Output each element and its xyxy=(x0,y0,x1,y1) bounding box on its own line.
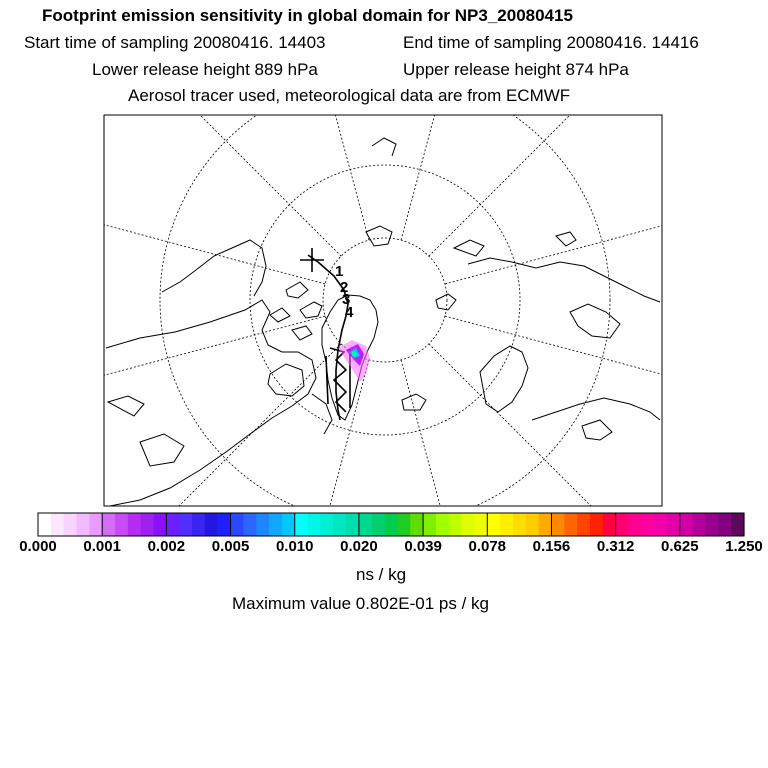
colorbar-swatch xyxy=(141,513,154,536)
colorbar-swatch xyxy=(372,513,385,536)
colorbar-tick-label: 0.078 xyxy=(468,538,507,555)
colorbar-swatch xyxy=(231,513,244,536)
colorbar-swatch xyxy=(320,513,333,536)
colorbar-swatch xyxy=(89,513,102,536)
colorbar-swatch xyxy=(166,513,179,536)
colorbar-swatch xyxy=(680,513,693,536)
colorbar-swatch xyxy=(308,513,321,536)
colorbar-tick-label: 0.002 xyxy=(147,538,186,555)
colorbar-swatch xyxy=(577,513,590,536)
colorbar-swatch xyxy=(539,513,552,536)
colorbar-tick-label: 0.005 xyxy=(211,538,250,555)
colorbar-swatch xyxy=(603,513,616,536)
tracer-info-label: Aerosol tracer used, meteorological data are from ECMWF xyxy=(128,86,571,105)
track-label-1: 1 xyxy=(335,263,344,280)
colorbar-tick-label: 0.156 xyxy=(532,538,571,555)
colorbar-swatch xyxy=(385,513,398,536)
colorbar-swatch xyxy=(436,513,449,536)
colorbar-tick-label: 0.010 xyxy=(275,538,314,555)
colorbar-swatch xyxy=(590,513,603,536)
colorbar-swatch xyxy=(269,513,282,536)
colorbar-swatch xyxy=(77,513,90,536)
colorbar-swatch xyxy=(423,513,436,536)
colorbar-swatch xyxy=(64,513,77,536)
colorbar-tick-label: 0.001 xyxy=(83,538,121,555)
colorbar-unit: ns / kg xyxy=(356,565,407,584)
colorbar-swatch xyxy=(218,513,231,536)
colorbar-swatch xyxy=(256,513,269,536)
colorbar-swatch xyxy=(693,513,706,536)
colorbar-swatch xyxy=(449,513,462,536)
colorbar-swatch xyxy=(51,513,64,536)
colorbar-swatch xyxy=(718,513,731,536)
colorbar-swatch xyxy=(731,513,744,536)
colorbar-swatch xyxy=(487,513,500,536)
colorbar-tick-label: 1.250 xyxy=(725,538,763,555)
colorbar-swatch xyxy=(333,513,346,536)
colorbar-swatch xyxy=(513,513,526,536)
lower-release-label: Lower release height 889 hPa xyxy=(92,60,318,79)
max-value-label: Maximum value 0.802E-01 ps / kg xyxy=(232,594,490,613)
colorbar-swatch xyxy=(295,513,308,536)
plume-core xyxy=(352,352,357,357)
colorbar-swatch xyxy=(243,513,256,536)
track-label-3: 3 xyxy=(342,291,351,308)
colorbar xyxy=(38,513,745,536)
colorbar-swatch xyxy=(128,513,141,536)
colorbar-swatch xyxy=(616,513,629,536)
colorbar-swatch xyxy=(641,513,654,536)
colorbar-tick-label: 0.039 xyxy=(404,538,442,555)
colorbar-swatch xyxy=(526,513,539,536)
colorbar-swatch xyxy=(500,513,513,536)
upper-release-label: Upper release height 874 hPa xyxy=(403,60,629,79)
track-label-4: 4 xyxy=(345,304,354,321)
colorbar-tick-label: 0.312 xyxy=(596,538,635,555)
colorbar-swatch xyxy=(410,513,423,536)
start-time-label: Start time of sampling 20080416. 14403 xyxy=(24,33,326,52)
colorbar-swatch xyxy=(628,513,641,536)
colorbar-swatch xyxy=(359,513,372,536)
colorbar-swatch xyxy=(205,513,218,536)
colorbar-swatch xyxy=(346,513,359,536)
colorbar-swatch xyxy=(551,513,564,536)
colorbar-tick-label: 0.000 xyxy=(19,538,57,555)
colorbar-swatch xyxy=(397,513,410,536)
colorbar-swatch xyxy=(282,513,295,536)
colorbar-swatch xyxy=(179,513,192,536)
colorbar-swatch xyxy=(154,513,167,536)
colorbar-swatch xyxy=(38,513,51,536)
plot-title: Footprint emission sensitivity in global domain for NP3_20080415 xyxy=(42,6,573,25)
colorbar-swatch xyxy=(192,513,205,536)
colorbar-swatch xyxy=(462,513,475,536)
colorbar-swatch xyxy=(115,513,128,536)
colorbar-swatch xyxy=(564,513,577,536)
colorbar-swatch xyxy=(667,513,680,536)
colorbar-swatch xyxy=(705,513,718,536)
end-time-label: End time of sampling 20080416. 14416 xyxy=(403,33,699,52)
colorbar-tick-label: 0.020 xyxy=(340,538,378,555)
colorbar-tick-label: 0.625 xyxy=(661,538,699,555)
track-label-2: 2 xyxy=(340,279,349,296)
colorbar-swatch xyxy=(102,513,115,536)
colorbar-swatch xyxy=(474,513,487,536)
colorbar-swatch xyxy=(654,513,667,536)
